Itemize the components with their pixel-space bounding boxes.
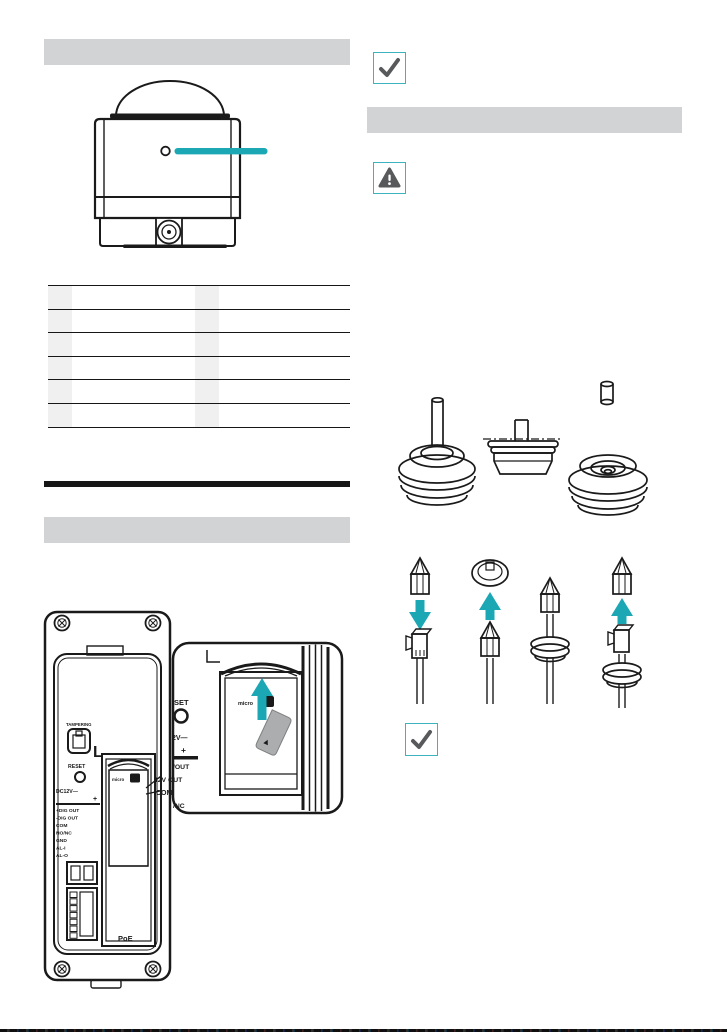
caution-box	[373, 162, 406, 194]
dome-base-band	[110, 114, 230, 119]
reset-button	[75, 772, 85, 782]
spec-table-cell	[195, 309, 219, 333]
screw-icon	[55, 962, 70, 977]
spec-table-cell	[72, 285, 195, 309]
dc12v-label: DC12V—	[56, 789, 78, 795]
control-button-hole	[161, 147, 170, 156]
screw-icon	[146, 616, 161, 631]
note-box-2	[405, 723, 438, 756]
sd-slot-compartment	[102, 754, 155, 946]
rear-panel-figure	[42, 608, 357, 1010]
arrow-up-icon	[611, 598, 633, 624]
camera-body	[95, 119, 240, 218]
spec-table-cell	[72, 403, 195, 427]
note-box-1	[373, 52, 406, 84]
arrow-up-icon	[479, 592, 501, 620]
cap-connector-step-2	[472, 560, 508, 704]
l-mark-label: L	[93, 744, 103, 761]
sd-card-glyph-icon	[130, 774, 140, 783]
camera-front-figure	[85, 80, 270, 252]
spec-table-cell	[48, 379, 72, 403]
cap-connector-step-4	[603, 558, 641, 708]
spec-table-cell	[219, 379, 350, 403]
spec-table-cell	[48, 309, 72, 333]
section-header-bar-1	[44, 39, 350, 65]
terminal-block	[67, 862, 97, 940]
spec-table-cell	[72, 332, 195, 356]
spec-table-cell	[48, 356, 72, 380]
grommet-on-cable	[603, 663, 641, 688]
spec-table-cell	[48, 332, 72, 356]
terminal-label: NO/NC	[56, 831, 72, 837]
spec-table-cell	[72, 356, 195, 380]
micro-sd-logo: micro	[112, 777, 125, 782]
terminal-label: AL-I	[56, 846, 66, 852]
spec-table-cell	[48, 403, 72, 427]
section-header-bar-3	[367, 107, 682, 133]
grommet-with-hole	[569, 455, 647, 515]
inset-com-label: COM	[156, 790, 173, 797]
spec-table-cell	[195, 285, 219, 309]
spec-table-cell	[219, 332, 350, 356]
grommet-on-cable	[531, 637, 569, 662]
spec-table	[48, 285, 350, 428]
inset-plus-label: +	[181, 745, 186, 755]
terminal-label: -DIG OUT	[56, 816, 79, 822]
spec-table-cell	[72, 379, 195, 403]
cap-connector-step-1	[406, 558, 431, 704]
screw-icon	[55, 616, 70, 631]
teal-callout-line	[175, 148, 268, 154]
poe-label: PoE	[118, 934, 133, 943]
grommet-side-view	[483, 420, 563, 474]
spec-table-cell	[219, 285, 350, 309]
terminal-labels	[56, 808, 79, 859]
arrow-down-icon	[409, 600, 431, 630]
inset-12v-label: 2V—	[172, 735, 188, 742]
terminal-label: GND	[56, 839, 67, 844]
inset-digout-label: /OUT	[173, 764, 190, 771]
spec-table-cell	[195, 403, 219, 427]
tampering-label: TAMPERING	[66, 722, 92, 727]
tamper-switch-icon	[68, 729, 90, 753]
spec-table-cell	[219, 356, 350, 380]
terminal-label: AL-O	[56, 854, 68, 859]
spec-table-cell	[195, 356, 219, 380]
cable-cap-steps-figure	[398, 552, 662, 712]
reset-label: RESET	[68, 764, 86, 770]
grommet-with-pin	[399, 398, 475, 505]
terminal-label: COM	[56, 824, 68, 829]
grommet-pin	[601, 382, 613, 405]
terminal-label: +DIG OUT	[56, 809, 80, 814]
screw-icon	[146, 962, 161, 977]
spec-table-cell	[219, 309, 350, 333]
micro-sd-logo: micro	[238, 701, 253, 707]
camera-dome	[116, 81, 224, 116]
inset-nc-label: /NC	[173, 803, 185, 810]
spec-table-cell	[219, 403, 350, 427]
plus-label: +	[93, 796, 98, 803]
black-divider-rule	[44, 481, 350, 487]
cap-connector-step-3	[531, 578, 569, 704]
spec-table-cell	[195, 332, 219, 356]
spec-table-cell	[72, 309, 195, 333]
checkmark-icon	[408, 727, 435, 753]
section-header-bar-2	[44, 517, 350, 543]
inset-12vout-label: 12V OUT	[154, 777, 183, 784]
checkmark-icon	[376, 55, 403, 81]
grommet-figure	[395, 373, 663, 523]
warning-triangle-icon	[376, 165, 403, 191]
page-bottom-scan-line	[0, 1029, 727, 1032]
spec-table-cell	[195, 379, 219, 403]
spec-table-cell	[48, 285, 72, 309]
inset-set-label: SET	[174, 698, 189, 707]
